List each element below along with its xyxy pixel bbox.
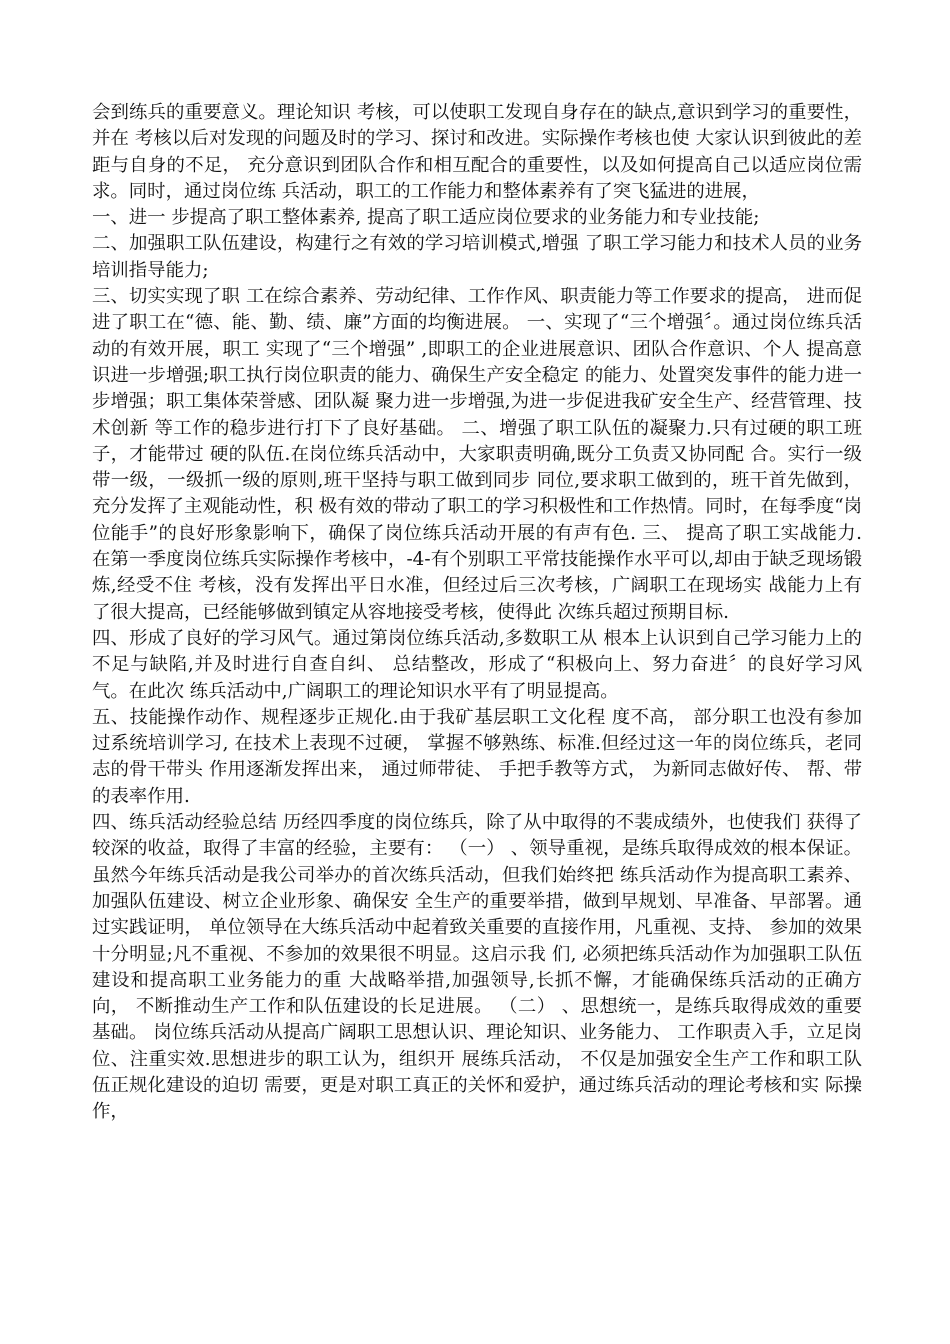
paragraph-intro: 会到练兵的重要意义。理论知识 考核，可以使职工发现自身存在的缺点,意识到学习的重要性，并在 考核以后对发现的问题及时的学习、探讨和改进。实际操作考核也使 大家认识到彼此的差距与自身的不足， 充分意识到团队合作和相互配合的重要性，以及如何提高自己以适应岗位需求。同时，通过岗位练 兵活动，职工的工作能力和整体素养有了突飞猛进的进展， bbox=[92, 102, 862, 202]
document-body bbox=[92, 100, 862, 1126]
paragraph-skills-standardization: 五、技能操作动作、规程逐步正规化.由于我矿基层职工文化程 度不高， 部分职工也没有参加过系统培训学习, 在技术上表现不过硬， 掌握不够熟练、标准.但经过这一年的岗位练兵，老同志的骨干带头 作用逐渐发挥出来， 通过师带徒、 手把手教等方式， 为新同志做好传、 帮、带的表率作用. bbox=[92, 706, 862, 807]
paragraph-experience-summary: 四、练兵活动经验总结 历经四季度的岗位练兵，除了从中取得的不裴成绩外，也使我们 获得了较深的收益，取得了丰富的经验，主要有： （一） 、领导重视，是练兵取得成效的根本保证。 虽然今年练兵活动是我公司举办的首次练兵活动，但我们始终把 练兵活动作为提高职工素养、加强队伍建设、树立企业形象、确保安 全生产的重要举措，做到早规划、早准备、早部署。通过实践证明， 单位领导在大练兵活动中起着致关重要的直接作用，凡重视、支持、 参加的效果十分明显;凡不重视、不参加的效果很不明显。这启示我 们, 必须把练兵活动作为加强职工队伍建设和提高职工业务能力的重 大战略举措,加强领导,长抓不懈，才能确保练兵活动的正确方向， 不断推动生产工作和队伍建设的长足进展。 （二） 、思想统一，是练兵取得成效的重要基础。 岗位练兵活动从提高广阔职工思想认识、理论知识、业务能力、 工作职责入手，立足岗位、注重实效.思想进步的职工认为，组织开 展练兵活动， 不仅是加强安全生产工作和职工队伍正规化建设的迫切 需要，更是对职工真正的关怀和爱护，通过练兵活动的理论考核和实 际操作， bbox=[92, 812, 862, 1123]
paragraph-point-3: 三、切实实现了职 工在综合素养、劳动纪律、工作作风、职责能力等工作要求的提高， 进而促进了职工在“德、能、勤、绩、廉”方面的均衡进展。 一、实现了“三个增强〞。通过岗位练兵活动的有效开展，职工 实现了“三个增强” ,即职工的企业进展意识、团队合作意识、个人 提高意识进一步增强;职工执行岗位职责的能力、确保生产安全稳定 的能力、处置突发事件的能力进一步增强；职工集体荣誉感、团队凝 聚力进一步增强,为进一步促进我矿安全生产、经营管理、技术创新 等工作的稳步进行打下了良好基础。 二、增强了职工队伍的凝聚力.只有过硬的职工班子，才能带过 硬的队伍.在岗位练兵活动中，大家职责明确,既分工负责又协同配 合。实行一级带一级，一级抓一级的原则,班干坚持与职工做到同步 同位,要求职工做到的，班干首先做到，充分发挥了主观能动性，积 极有效的带动了职工的学习积极性和工作热情。同时，在每季度“岗 位能手”的良好形象影响下，确保了岗位练兵活动开展的有声有色. 三、 提高了职工实战能力. 在第一季度岗位练兵实际操作考核中，-4-有个别职工平常技能操作水平可以,却由于缺乏现场锻炼,经受不住 考核，没有发挥出平日水准，但经过后三次考核，广阔职工在现场实 战能力上有了很大提高，已经能够做到镇定从容地接受考核，使得此 次练兵超过预期目标. bbox=[92, 286, 862, 623]
paragraph-point-2: 二、加强职工队伍建设，构建行之有效的学习培训模式,增强 了职工学习能力和技术人员的业务培训指导能力; bbox=[92, 233, 862, 281]
paragraph-point-1: 一、进一 步提高了职工整体素养, 提高了职工适应岗位要求的业务能力和专业技能; bbox=[92, 207, 760, 229]
paragraph-learning-atmosphere: 四、形成了良好的学习风气。通过第岗位练兵活动,多数职工从 根本上认识到自己学习能力上的不足与缺陷,并及时进行自查自纠、 总结整改，形成了“积极向上、努力奋进〞的良好学习风气。在此次 练兵活动中,广阔职工的理论知识水平有了明显提高。 bbox=[92, 627, 862, 702]
